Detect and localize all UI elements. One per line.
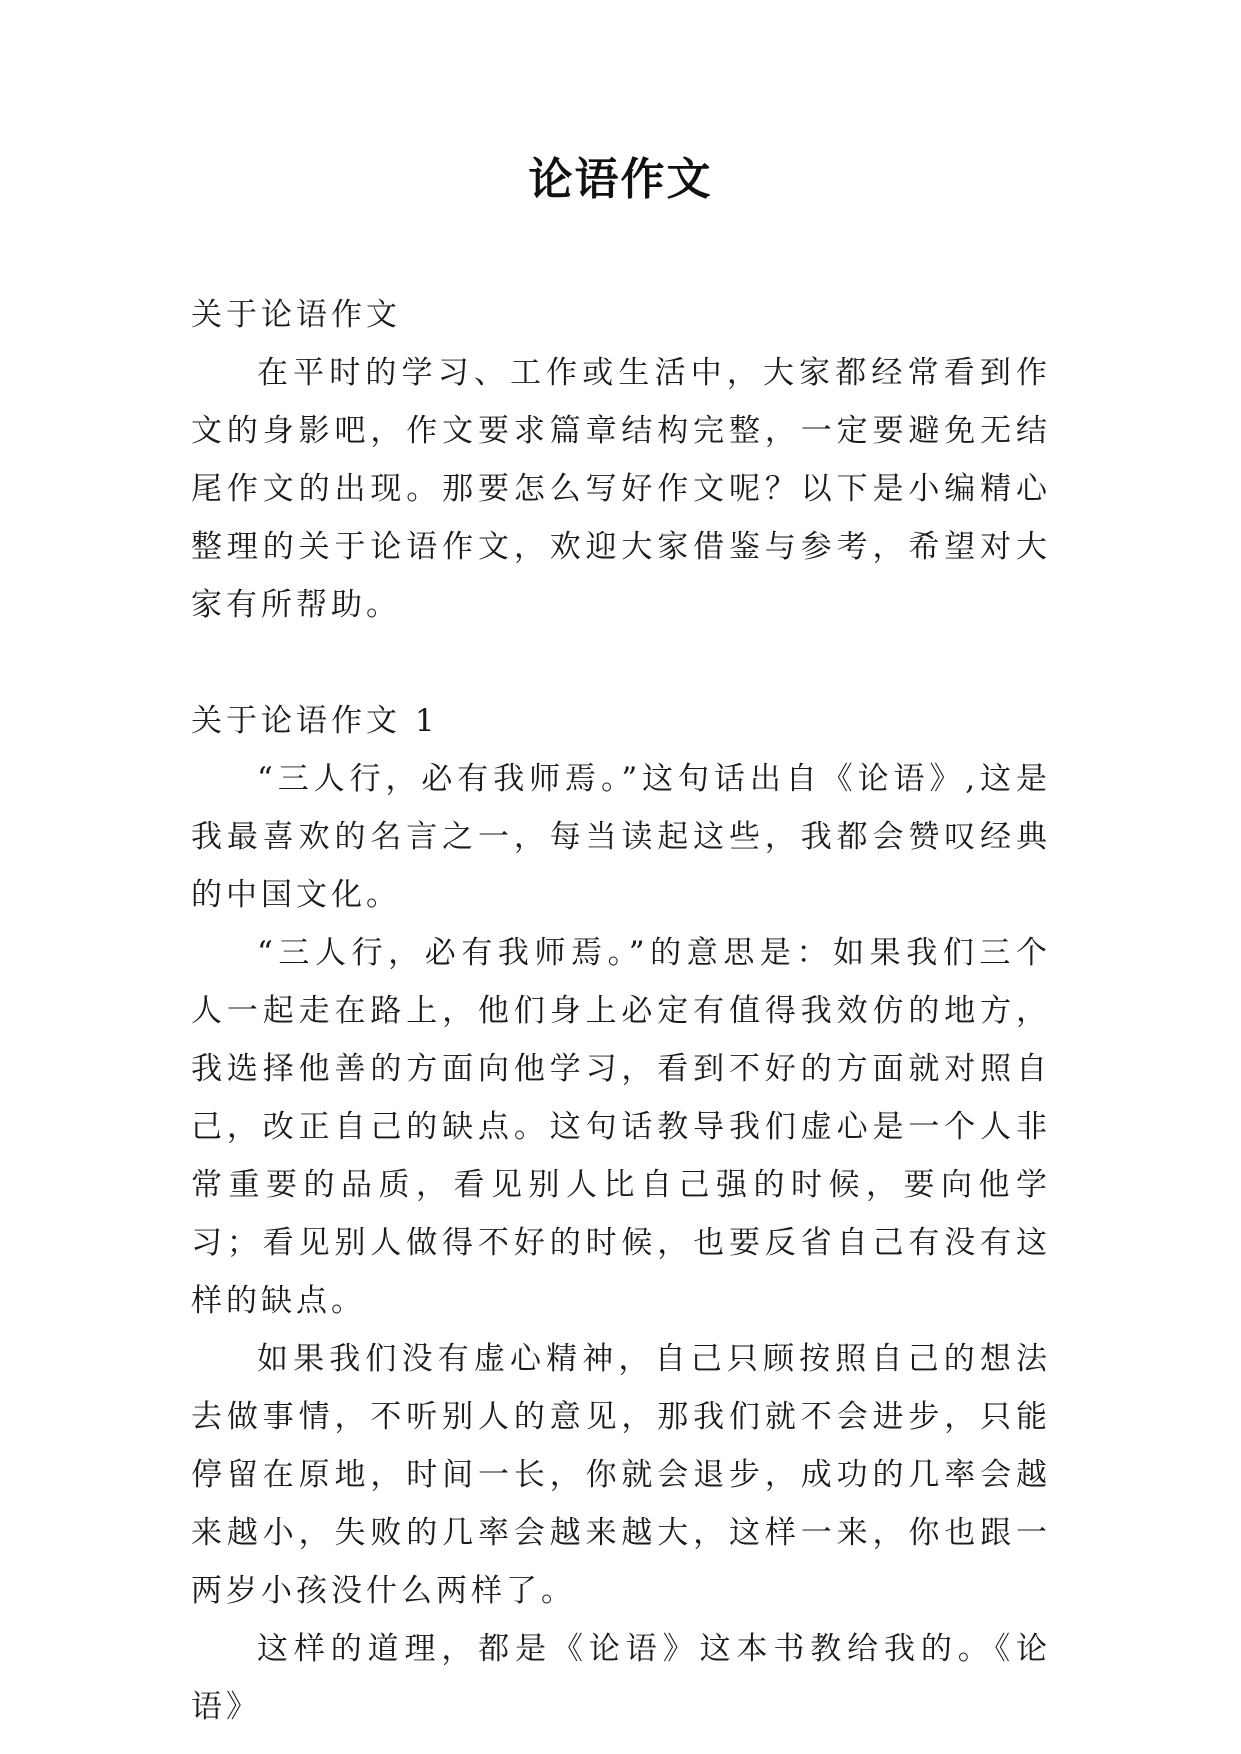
body-paragraph: 这样的道理，都是《论语》这本书教给我的。《论语》 [191, 1631, 1051, 1725]
body-paragraph: “三人行，必有我师焉。”的意思是：如果我们三个人一起走在路上，他们身上必定有值得我效仿的地方，我选择他善的方面向他学习，看到不好的方面就对照自己，改正自己的缺点。这句话教导我们虚心是一个人非常重要的品质，看见别人比自己强的时候，要向他学习；看见别人做得不好的时候，也要反省自己有没有这样的缺点。 [191, 935, 1051, 1319]
document-title: 论语作文 [528, 154, 713, 205]
section-heading: 关于论语作文 1 [191, 703, 439, 739]
intro-heading: 关于论语作文 [191, 297, 401, 333]
document-body [191, 286, 1051, 1736]
section-spacer [191, 634, 1051, 692]
intro-paragraph: 在平时的学习、工作或生活中，大家都经常看到作文的身影吧，作文要求篇章结构完整，一定要避免无结尾作文的出现。那要怎么写好作文呢？以下是小编精心整理的关于论语作文，欢迎大家借鉴与参考，希望对大家有所帮助。 [191, 355, 1051, 623]
body-paragraph: 如果我们没有虚心精神，自己只顾按照自己的想法去做事情，不听别人的意见，那我们就不会进步，只能停留在原地，时间一长，你就会退步，成功的几率会越来越小，失败的几率会越来越大，这样一来，你也跟一两岁小孩没什么两样了。 [191, 1341, 1051, 1609]
body-paragraph: “三人行，必有我师焉。”这句话出自《论语》,这是我最喜欢的名言之一，每当读起这些，我都会赞叹经典的中国文化。 [191, 761, 1051, 913]
